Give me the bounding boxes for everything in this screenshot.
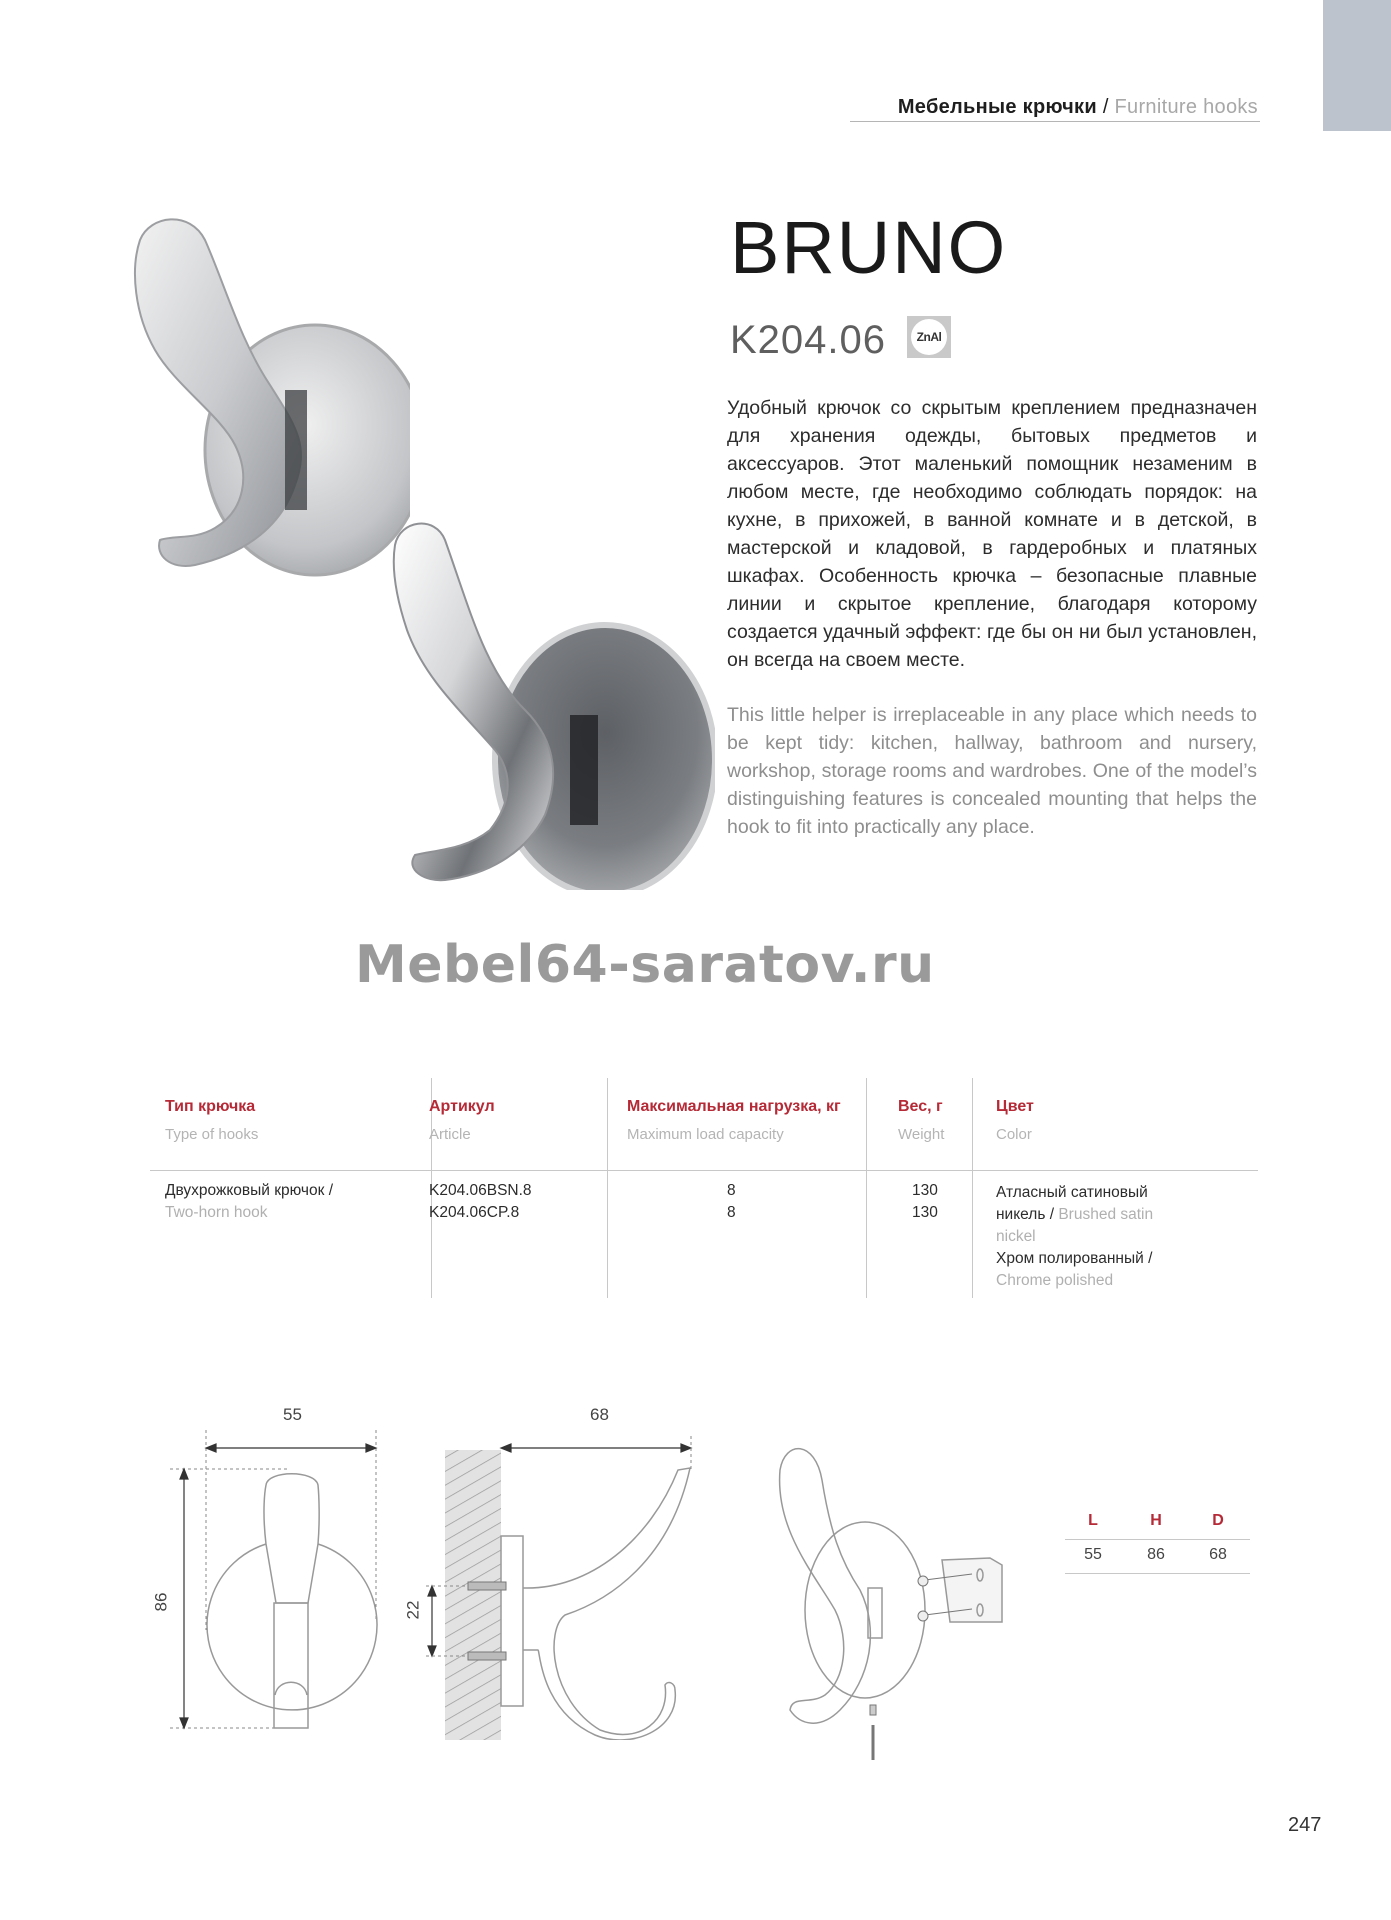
dim-rule (1065, 1573, 1250, 1574)
dim-value-h: 86 (1147, 1546, 1165, 1563)
cell-article: K204.06BSN.8 (429, 1182, 532, 1199)
drawing-assembly-view (740, 1440, 1030, 1760)
header-load-ru: Максимальная нагрузка, кг (627, 1098, 841, 1115)
header-color-ru: Цвет (996, 1098, 1034, 1115)
spec-table (150, 1078, 1258, 1298)
header-weight-en: Weight (898, 1126, 945, 1143)
column-divider (866, 1078, 867, 1298)
side-depth-label: 68 (590, 1405, 609, 1424)
dim-header-d: D (1212, 1512, 1224, 1529)
section-title-separator: / (1102, 96, 1109, 118)
header-weight-ru: Вес, г (898, 1098, 943, 1115)
section-title-ru: Мебельные крючки (897, 96, 1097, 118)
product-photo-chrome (385, 500, 715, 890)
dim-value-d: 68 (1209, 1546, 1227, 1563)
color-satin-ru-2: никель / (996, 1206, 1055, 1223)
section-title-en: Furniture hooks (1114, 96, 1258, 118)
color-chrome-en: Chrome polished (996, 1272, 1114, 1289)
drawing-side-view (400, 1400, 720, 1740)
section-color-tab (1323, 0, 1391, 131)
spec-table-header-rule (150, 1170, 1258, 1171)
section-title (700, 96, 1258, 119)
drawing-front-view (150, 1400, 410, 1730)
color-satin-ru-1: Атласный сатиновый (996, 1184, 1148, 1201)
column-divider (607, 1078, 608, 1298)
header-color-en: Color (996, 1126, 1032, 1143)
material-badge-label: ZnAl (911, 319, 947, 355)
header-type-ru: Тип крючка (165, 1098, 256, 1115)
color-chrome-ru: Хром полированный / (996, 1250, 1153, 1267)
header-divider (850, 121, 1260, 122)
header-article-en: Article (429, 1126, 471, 1143)
cell-type-en: Two-horn hook (165, 1204, 268, 1221)
product-photo-satin (120, 210, 410, 580)
page-number: 247 (1288, 1814, 1322, 1836)
cell-colors (996, 1182, 1153, 1292)
header-article-ru: Артикул (429, 1098, 495, 1115)
front-width-label: 55 (283, 1405, 302, 1424)
product-code: K204.06 (730, 318, 887, 362)
dim-header-h: H (1150, 1512, 1162, 1529)
dim-rule (1065, 1539, 1250, 1540)
cell-type-ru: Двухрожковый крючок / (165, 1182, 334, 1199)
dim-value-l: 55 (1084, 1546, 1102, 1563)
cell-load: 8 (727, 1182, 736, 1199)
cell-weights (912, 1180, 938, 1224)
side-spacing-label: 22 (403, 1600, 423, 1620)
product-name: BRUNO (730, 206, 1008, 289)
cell-loads (727, 1180, 736, 1224)
material-badge (907, 316, 951, 358)
color-satin-en-1: Brushed satin (1058, 1206, 1154, 1223)
cell-load: 8 (727, 1204, 736, 1221)
description-en: This little helper is irreplaceable in any place which needs to be kept tidy: kitchen, hallway, bathroom and nursery, workshop, storage rooms and wardrobes. One of the model’s distinguishing features is concealed mounting that helps the hook to fit into practically any place. (727, 704, 1257, 838)
watermark: Mebel64-saratov.ru (355, 935, 935, 995)
dim-header-l: L (1088, 1512, 1098, 1529)
cell-articles (429, 1180, 532, 1224)
column-divider (972, 1078, 973, 1298)
color-satin-en-2: nickel (996, 1228, 1036, 1245)
description-ru: Удобный крючок со скрытым креплением предназначен для хранения одежды, бытовых предметов и аксессуаров. Этот маленький помощник незаменим в любом месте, где необходимо соблюдать порядок: на кухне, в прихожей, в ванной комнате и в детской, в мастерской и кладовой, в гардеробных и платяных шкафах. Особенность крючка – безопасные плавные линии и скрытое крепление, благодаря которому создается удачный эффект: где бы он ни был установлен, он всегда на своем месте. (727, 397, 1257, 671)
cell-article: K204.06CP.8 (429, 1204, 520, 1221)
header-load-en: Maximum load capacity (627, 1126, 784, 1143)
header-type-en: Type of hooks (165, 1126, 259, 1143)
front-height-label: 86 (151, 1592, 171, 1612)
wall-section (445, 1450, 501, 1740)
cell-type (165, 1180, 333, 1224)
cell-weight: 130 (912, 1204, 938, 1221)
cell-weight: 130 (912, 1182, 938, 1199)
